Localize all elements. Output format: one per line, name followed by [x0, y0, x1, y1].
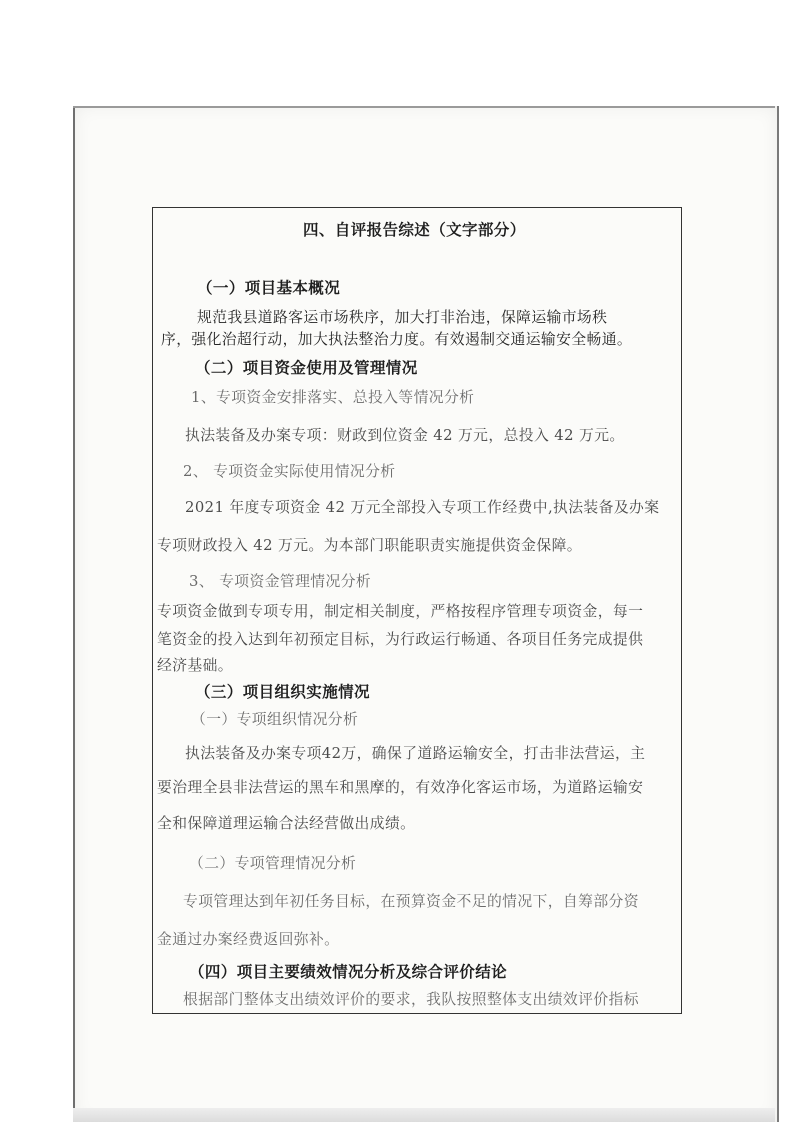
section-3-heading: （三）项目组织实施情况 — [195, 683, 370, 701]
section-3-sub-1: （一）专项组织情况分析 — [191, 711, 359, 728]
section-2-heading: （二）项目资金使用及管理情况 — [195, 359, 418, 377]
report-frame — [152, 207, 682, 1014]
section-3-sub-2: （二）专项管理情况分析 — [189, 855, 357, 872]
scan-bottom-edge — [73, 1108, 775, 1122]
section-2-sub-3: 3、 专项资金管理情况分析 — [189, 573, 372, 590]
section-3-sub-1-para-line-2: 要治理全县非法营运的黑车和黑摩的，有效净化客运市场，为道路运输安 — [157, 779, 644, 796]
section-2-sub-2: 2、 专项资金实际使用情况分析 — [183, 463, 396, 480]
section-4-heading: （四）项目主要绩效情况分析及综合评价结论 — [189, 963, 508, 981]
section-1-para-line-2: 序，强化治超行动，加大执法整治力度。有效遏制交通运输安全畅通。 — [161, 331, 633, 348]
section-3-sub-1-para-line-1: 执法装备及办案专项42万，确保了道路运输安全，打击非法营运，主 — [185, 745, 646, 762]
page-title: 四、自评报告综述（文字部分） — [303, 221, 526, 239]
section-4-para-line-1: 根据部门整体支出绩效评价的要求，我队按照整体支出绩效评价指标 — [183, 991, 639, 1008]
section-1-heading: （一）项目基本概况 — [197, 279, 341, 297]
section-2-sub-2-para-line-1: 2021 年度专项资金 42 万元全部投入专项工作经费中,执法装备及办案 — [185, 499, 660, 516]
section-2-sub-2-para-line-2: 专项财政投入 42 万元。为本部门职能职责实施提供资金保障。 — [157, 537, 582, 554]
scan-edge — [73, 106, 775, 108]
section-3-sub-2-para-line-2: 金通过办案经费返回弥补。 — [157, 931, 340, 948]
section-2-sub-1-para: 执法装备及办案专项：财政到位资金 42 万元，总投入 42 万元。 — [185, 427, 625, 444]
section-2-sub-3-para-line-2: 笔资金的投入达到年初预定目标，为行政运行畅通、各项目任务完成提供 — [157, 631, 644, 648]
section-3-sub-2-para-line-1: 专项管理达到年初任务目标，在预算资金不足的情况下，自筹部分资 — [183, 893, 639, 910]
section-2-sub-3-para-line-3: 经济基础。 — [157, 657, 233, 674]
section-2-sub-3-para-line-1: 专项资金做到专项专用，制定相关制度，严格按程序管理专项资金，每一 — [157, 603, 644, 620]
section-1-para-line-1: 规范我县道路客运市场秩序，加大打非治违，保障运输市场秩 — [197, 309, 608, 326]
section-2-sub-1: 1、专项资金安排落实、总投入等情况分析 — [191, 389, 475, 406]
section-3-sub-1-para-line-3: 全和保障道理运输合法经营做出成绩。 — [157, 815, 416, 832]
